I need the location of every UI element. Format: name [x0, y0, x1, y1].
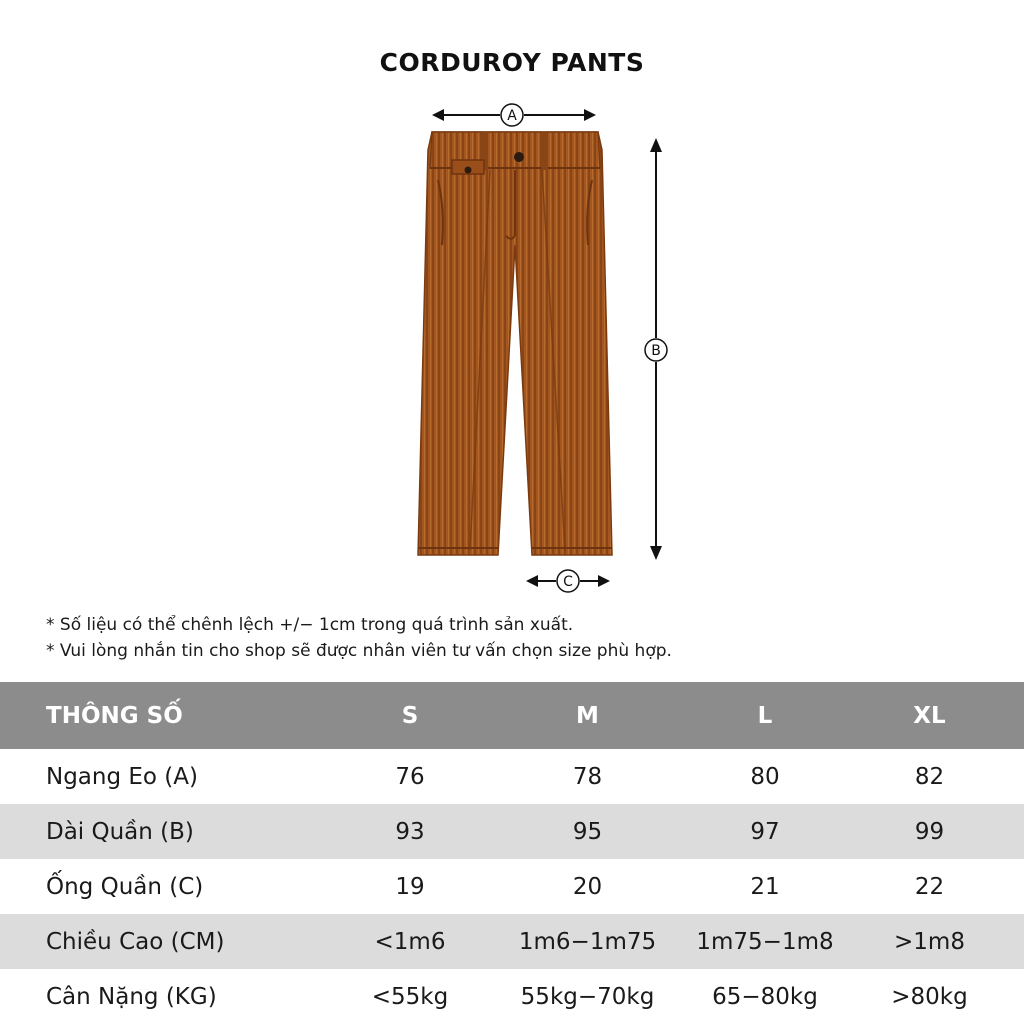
- cell-value: <55kg: [371, 983, 449, 1010]
- pants-image: [418, 132, 612, 555]
- table-row: [0, 749, 1024, 804]
- row-label: Dài Quần (B): [46, 818, 194, 845]
- header-size-s: S: [401, 702, 419, 729]
- row-label: Ống Quần (C): [46, 873, 204, 900]
- cell-value: >80kg: [891, 983, 968, 1010]
- cell-value: <1m6: [374, 928, 446, 955]
- cell-value: 55kg−70kg: [520, 983, 655, 1010]
- measure-arrow-a: [432, 104, 596, 126]
- cell-value: 93: [395, 818, 425, 845]
- cell-value: 1m6−1m75: [518, 928, 657, 955]
- cell-value: 21: [750, 873, 780, 900]
- cell-value: 99: [914, 818, 945, 845]
- cell-value: >1m8: [894, 928, 965, 955]
- table-row: [0, 804, 1024, 859]
- table-row: [0, 969, 1024, 1024]
- page-title: CORDUROY PANTS: [379, 48, 645, 77]
- cell-value: 80: [750, 763, 780, 790]
- cell-value: 97: [750, 818, 780, 845]
- note-contact: * Vui lòng nhắn tin cho shop sẽ được nhân viên tư vấn chọn size phù hợp.: [46, 641, 672, 661]
- row-label: Chiều Cao (CM): [46, 928, 225, 955]
- header-size-l: L: [757, 702, 773, 729]
- measure-arrow-c: [526, 570, 610, 592]
- row-label: Cân Nặng (KG): [46, 983, 217, 1010]
- notes: [46, 612, 672, 664]
- cell-value: 76: [395, 763, 425, 790]
- cell-value: 95: [572, 818, 603, 845]
- cell-value: 78: [572, 763, 603, 790]
- table-row: [0, 859, 1024, 914]
- label-a: A: [507, 108, 517, 124]
- measure-arrow-b: [645, 138, 667, 560]
- cell-value: 22: [914, 873, 945, 900]
- header-size-xl: XL: [913, 702, 946, 729]
- button-icon: [514, 152, 524, 162]
- cell-value: 20: [572, 873, 603, 900]
- row-label: Ngang Eo (A): [46, 763, 198, 790]
- header-spec: THÔNG SỐ: [46, 702, 183, 729]
- cell-value: 82: [914, 763, 945, 790]
- cell-value: 19: [395, 873, 425, 900]
- label-c: C: [563, 574, 573, 590]
- size-chart-table: [0, 682, 1024, 1024]
- table-header-row: [0, 682, 1024, 749]
- header-size-m: M: [576, 702, 599, 729]
- cell-value: 1m75−1m8: [696, 928, 834, 955]
- label-b: B: [651, 343, 661, 359]
- table-row: [0, 914, 1024, 969]
- note-tolerance: * Số liệu có thể chênh lệch +/− 1cm trong quá trình sản xuất.: [46, 615, 574, 635]
- cell-value: 65−80kg: [712, 983, 818, 1010]
